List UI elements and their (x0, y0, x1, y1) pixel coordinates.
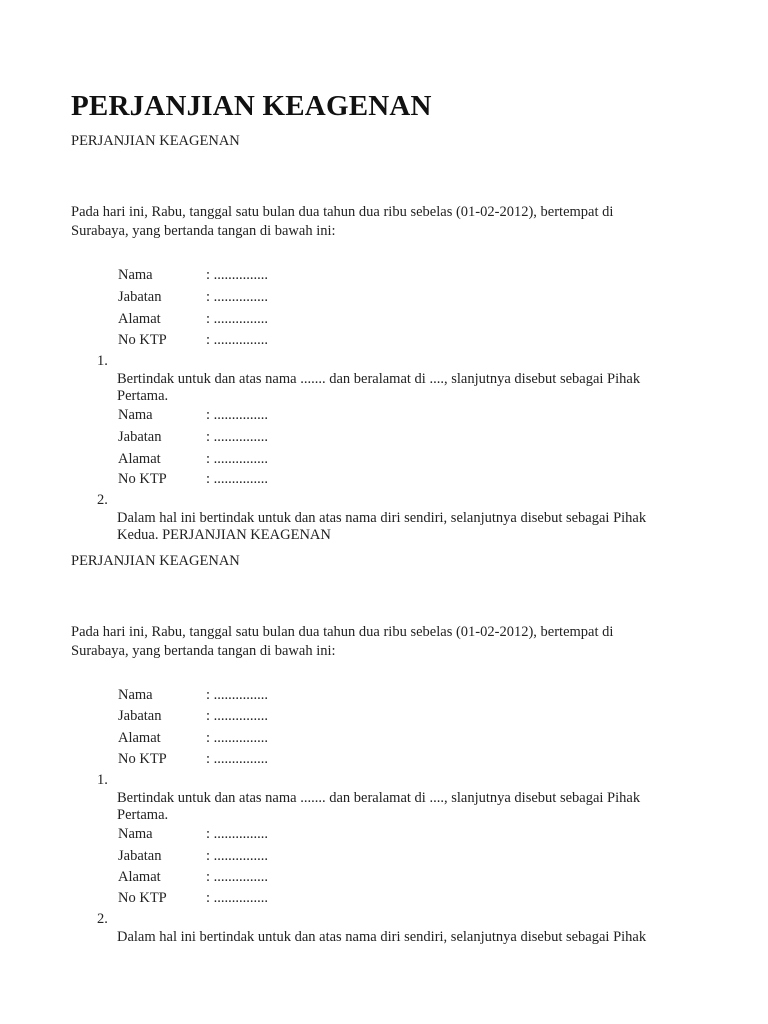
field-value: : ............... (206, 708, 269, 724)
field-label-jabatan: Jabatan (118, 848, 162, 864)
section-heading: PERJANJIAN KEAGENAN (71, 133, 240, 149)
field-label-alamat: Alamat (118, 869, 161, 885)
list-item-text (117, 371, 640, 405)
field-label-ktp: No KTP (118, 751, 167, 767)
field-label-ktp: No KTP (118, 471, 167, 487)
field-value: : ............... (206, 429, 269, 445)
list-item-line: Dalam hal ini bertindak untuk dan atas nama diri sendiri, selanjutnya disebut sebagai Pihak (117, 929, 647, 945)
intro-line: Surabaya, yang bertanda tangan di bawah ini: (71, 643, 336, 659)
field-label-alamat: Alamat (118, 730, 161, 746)
intro-line: Pada hari ini, Rabu, tanggal satu bulan dua tahun dua ribu sebelas (01-02-2012), bertempat di (71, 204, 614, 220)
list-item-text (117, 929, 646, 946)
field-value: : ............... (206, 471, 269, 487)
list-number: 2. (97, 492, 108, 508)
list-number: 1. (97, 353, 108, 369)
list-item-line: Dalam hal ini bertindak untuk dan atas nama diri sendiri, selanjutnya disebut sebagai Pihak (117, 510, 647, 526)
field-label-ktp: No KTP (118, 332, 167, 348)
intro-line: Pada hari ini, Rabu, tanggal satu bulan dua tahun dua ribu sebelas (01-02-2012), bertempat di (71, 624, 614, 640)
field-value: : ............... (206, 687, 269, 703)
intro-paragraph (71, 623, 711, 661)
field-label-alamat: Alamat (118, 311, 161, 327)
list-number: 2. (97, 911, 108, 927)
field-value: : ............... (206, 451, 269, 467)
field-value: : ............... (206, 826, 269, 842)
field-label-nama: Nama (118, 826, 153, 842)
field-value: : ............... (206, 751, 269, 767)
field-value: : ............... (206, 332, 269, 348)
field-label-nama: Nama (118, 407, 153, 423)
section-heading: PERJANJIAN KEAGENAN (71, 553, 240, 569)
field-value: : ............... (206, 890, 269, 906)
field-value: : ............... (206, 869, 269, 885)
field-value: : ............... (206, 848, 269, 864)
field-value: : ............... (206, 289, 269, 305)
field-value: : ............... (206, 311, 269, 327)
field-label-jabatan: Jabatan (118, 429, 162, 445)
list-item-line: Kedua. PERJANJIAN KEAGENAN (117, 527, 331, 543)
list-number: 1. (97, 772, 108, 788)
field-label-ktp: No KTP (118, 890, 167, 906)
list-item-line: Bertindak untuk dan atas nama ....... dan beralamat di ...., slanjutnya disebut sebagai Pihak (117, 790, 641, 806)
field-label-nama: Nama (118, 267, 153, 283)
field-label-jabatan: Jabatan (118, 708, 162, 724)
list-item-line: Pertama. (117, 807, 169, 823)
field-label-jabatan: Jabatan (118, 289, 162, 305)
field-label-nama: Nama (118, 687, 153, 703)
field-value: : ............... (206, 730, 269, 746)
field-value: : ............... (206, 407, 269, 423)
document-title: PERJANJIAN KEAGENAN (71, 90, 432, 122)
list-item-text (117, 790, 640, 824)
list-item-line: Bertindak untuk dan atas nama ....... dan beralamat di ...., slanjutnya disebut sebagai Pihak (117, 371, 641, 387)
intro-line: Surabaya, yang bertanda tangan di bawah ini: (71, 223, 336, 239)
intro-paragraph (71, 203, 711, 241)
field-value: : ............... (206, 267, 269, 283)
list-item-line: Pertama. (117, 388, 169, 404)
list-item-text (117, 510, 646, 544)
field-label-alamat: Alamat (118, 451, 161, 467)
